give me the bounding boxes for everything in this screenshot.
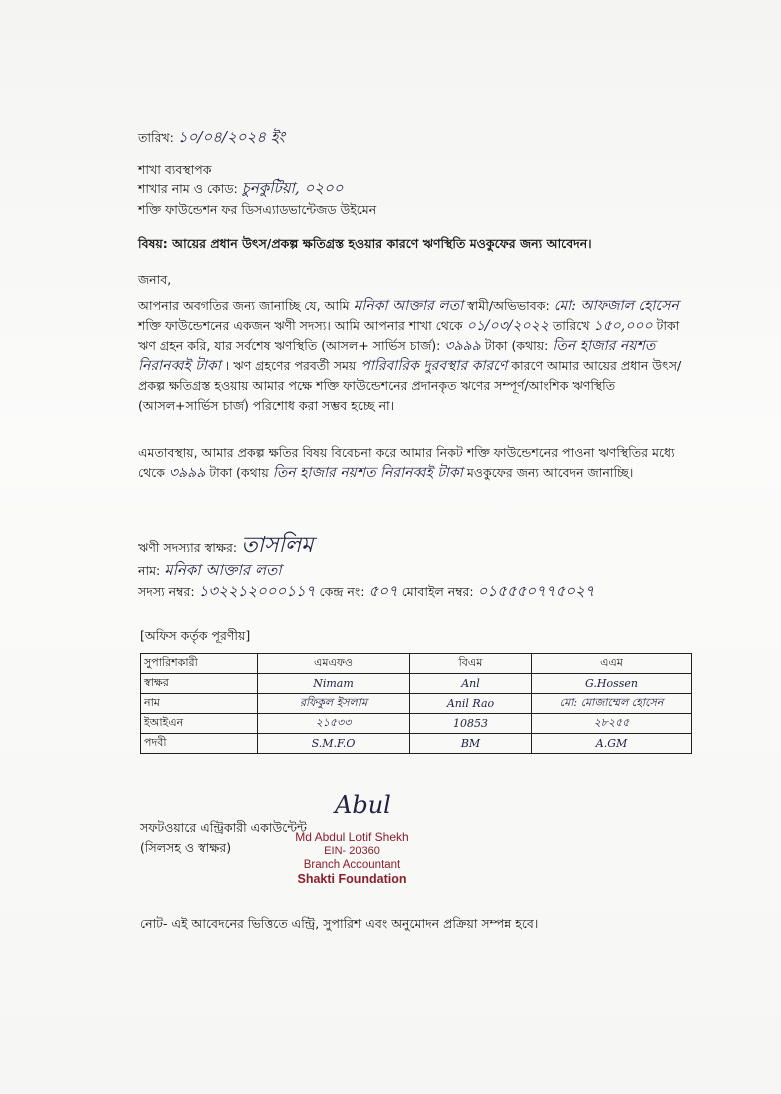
- para2-text-3: টাকা (কথায়: [209, 465, 269, 480]
- table-row: [141, 674, 692, 694]
- member-name-line: [138, 563, 282, 578]
- member-number-line: [138, 584, 595, 599]
- member-name-label: নাম:: [138, 563, 161, 578]
- mobile-label: মোবাইল নম্বর:: [401, 584, 474, 599]
- table-row: [141, 734, 692, 754]
- member-number-label: সদস্য নম্বর:: [138, 584, 195, 599]
- addressee-title: শাখা ব্যবস্থাপক: [138, 162, 212, 177]
- row-label: সুপারিশকারী: [141, 654, 258, 674]
- footer-note: নোট- এই আবেদনের ভিত্তিতে এন্ট্রি, সুপারিশ এবং অনুমোদন প্রক্রিয়া সম্পন্ন হবে।: [140, 916, 539, 931]
- table-cell: A.GM: [532, 734, 692, 754]
- signature-cell: Nimam: [258, 674, 410, 694]
- guardian-name-handwritten: মো: আফজাল হোসেন: [553, 298, 679, 314]
- center-label: কেন্দ্র নং:: [319, 584, 365, 599]
- stamp-line: Md Abdul Lotif Shekh: [295, 830, 409, 844]
- table-row: [141, 694, 692, 714]
- para2-text-4: মওকুফের জন্য: [466, 465, 539, 480]
- table-row: [141, 714, 692, 734]
- para1-text-7: । ঋণ গ্রহণের পরবর্তী সময়: [224, 358, 357, 373]
- table-cell: S.M.F.O: [258, 734, 410, 754]
- date-line: [138, 130, 285, 145]
- center-value: ৫০৭: [368, 582, 398, 600]
- para1-text-8: কারণে আমার আয়ের প্রধান উৎস/প্রকল্প ক্ষতিগ্রস্ত হওয়ায় আমার পক্ষে: [138, 358, 682, 393]
- row-label: নাম: [141, 694, 258, 714]
- subject-line: বিষয়: আয়ের প্রধান উৎস/প্রকল্প ক্ষতিগ্রস্ত হওয়ার কারণে ঋণস্থিতি মওকুফের জন্য আবেদন।: [138, 236, 592, 251]
- branch-line: [138, 181, 343, 196]
- reason-handwritten: পারিবারিক দুরবস্থার কারণে: [360, 358, 508, 374]
- waiver-words-handwritten: তিন হাজার নয়শত নিরানব্বই টাকা: [272, 465, 463, 481]
- table-cell: এমএফও: [258, 654, 410, 674]
- waiver-amount-handwritten: ৩৯৯৯: [168, 465, 206, 481]
- para1-text-2: স্বামী/অভিভাবক:: [467, 298, 550, 313]
- organization-name: শক্তি ফাউন্ডেশন ফর ডিসএ্যাডভান্টেজড উইমেন: [138, 202, 377, 217]
- date-value: ১০/০৪/২০২৪ ইং: [177, 128, 285, 146]
- member-number-value: ১৩২২১২০০০১১৭: [198, 582, 316, 600]
- para1-text-6: টাকা (কথায়:: [484, 338, 549, 353]
- mobile-value: ০১৫৫৫০৭৭৫০২৭: [477, 582, 595, 600]
- table-cell: ২১৫৩৩: [258, 714, 410, 734]
- table-cell: মো: মোজাম্মেল হোসেন: [532, 694, 692, 714]
- accountant-seal-note: (সিলসহ ও স্বাক্ষর): [140, 840, 232, 855]
- signature-cell: G.Hossen: [532, 674, 692, 694]
- para2-text-2: মধ্যে থেকে: [138, 445, 675, 480]
- stamp-line: EIN- 20360: [324, 845, 380, 857]
- table-cell: BM: [410, 734, 532, 754]
- stamp-line: Shakti Foundation: [297, 872, 407, 886]
- balance-words-handwritten: তিন হাজার নয়শত নিরানব্বই টাকা: [138, 338, 656, 374]
- member-name-value: মনিকা আক্তার লতা: [164, 561, 282, 579]
- para1-text-10: হচ্ছে না।: [351, 398, 395, 413]
- branch-label: শাখার নাম ও কোড:: [138, 181, 238, 196]
- row-label: পদবী: [141, 734, 258, 754]
- para1-text-3: শক্তি ফাউন্ডেশনের একজন ঋণী সদস্য। আমি আপনার শাখা থেকে: [138, 318, 463, 333]
- para1-text-9: শক্তি ফাউন্ডেশনের প্রদানকৃত ঋণের সম্পূর্ণ/আংশিক ঋণস্থিতি (আসল+সার্ভিস চার্জ) পরিশোধ করা সম্ভব: [138, 378, 616, 413]
- member-signature: তাসলিম: [241, 533, 314, 558]
- table-row: [141, 654, 692, 674]
- para1-text-1: আপনার অবগতির জন্য জানাচ্ছি যে, আমি: [138, 298, 350, 313]
- table-cell: বিএম: [410, 654, 532, 674]
- application-paragraph-2: [138, 443, 698, 483]
- member-signature-label: ঋণী সদস্যার স্বাক্ষর:: [138, 540, 238, 555]
- loan-date-handwritten: ০১/০৩/২০২২: [466, 318, 549, 334]
- accountant-label: সফটওয়ারে এন্ট্রিকারী একাউন্টেন্ট: [140, 820, 307, 835]
- accountant-signature: Abul: [335, 791, 391, 819]
- balance-handwritten: ৩৯৯৯: [444, 338, 481, 354]
- branch-value: চুনকুটিয়া, ০২০০: [241, 179, 344, 197]
- member-signature-line: [138, 533, 314, 558]
- office-caption: [অফিস কর্তৃক পূরণীয়]: [140, 628, 251, 643]
- loan-amount-handwritten: ১৫০,০০০: [593, 318, 653, 334]
- application-paragraph-1: [138, 296, 698, 416]
- applicant-name-handwritten: মনিকা আক্তার লতা: [353, 298, 464, 314]
- table-cell: Anil Rao: [410, 694, 532, 714]
- signature-cell: Anl: [410, 674, 532, 694]
- table-cell: 10853: [410, 714, 532, 734]
- para1-text-5: টাকা ঋণ গ্রহন করি, যার সর্বশেষ ঋণস্থিতি (আসল+ সার্ভিস চার্জ):: [138, 318, 680, 353]
- accountant-stamp: [282, 830, 422, 887]
- stamp-line: Branch Accountant: [303, 859, 401, 871]
- date-label: তারিখ:: [138, 130, 174, 145]
- para2-text-5: আবেদন জানাচ্ছি।: [542, 465, 634, 480]
- table-cell: রফিকুল ইসলাম: [258, 694, 410, 714]
- para1-text-4: তারিখে: [552, 318, 590, 333]
- office-recommendation-table: [140, 653, 692, 754]
- salutation: জনাব,: [138, 272, 172, 287]
- table-cell: এএম: [532, 654, 692, 674]
- row-label: ইআইএন: [141, 714, 258, 734]
- row-label: স্বাক্ষর: [141, 674, 258, 694]
- table-cell: ২৮২৫৫: [532, 714, 692, 734]
- para2-text-1: এমতাবস্থায়, আমার প্রকল্প ক্ষতির বিষয় বিবেচনা করে আমার নিকট শক্তি ফাউন্ডেশনের পাওনা ঋণস্থিতির: [138, 445, 649, 460]
